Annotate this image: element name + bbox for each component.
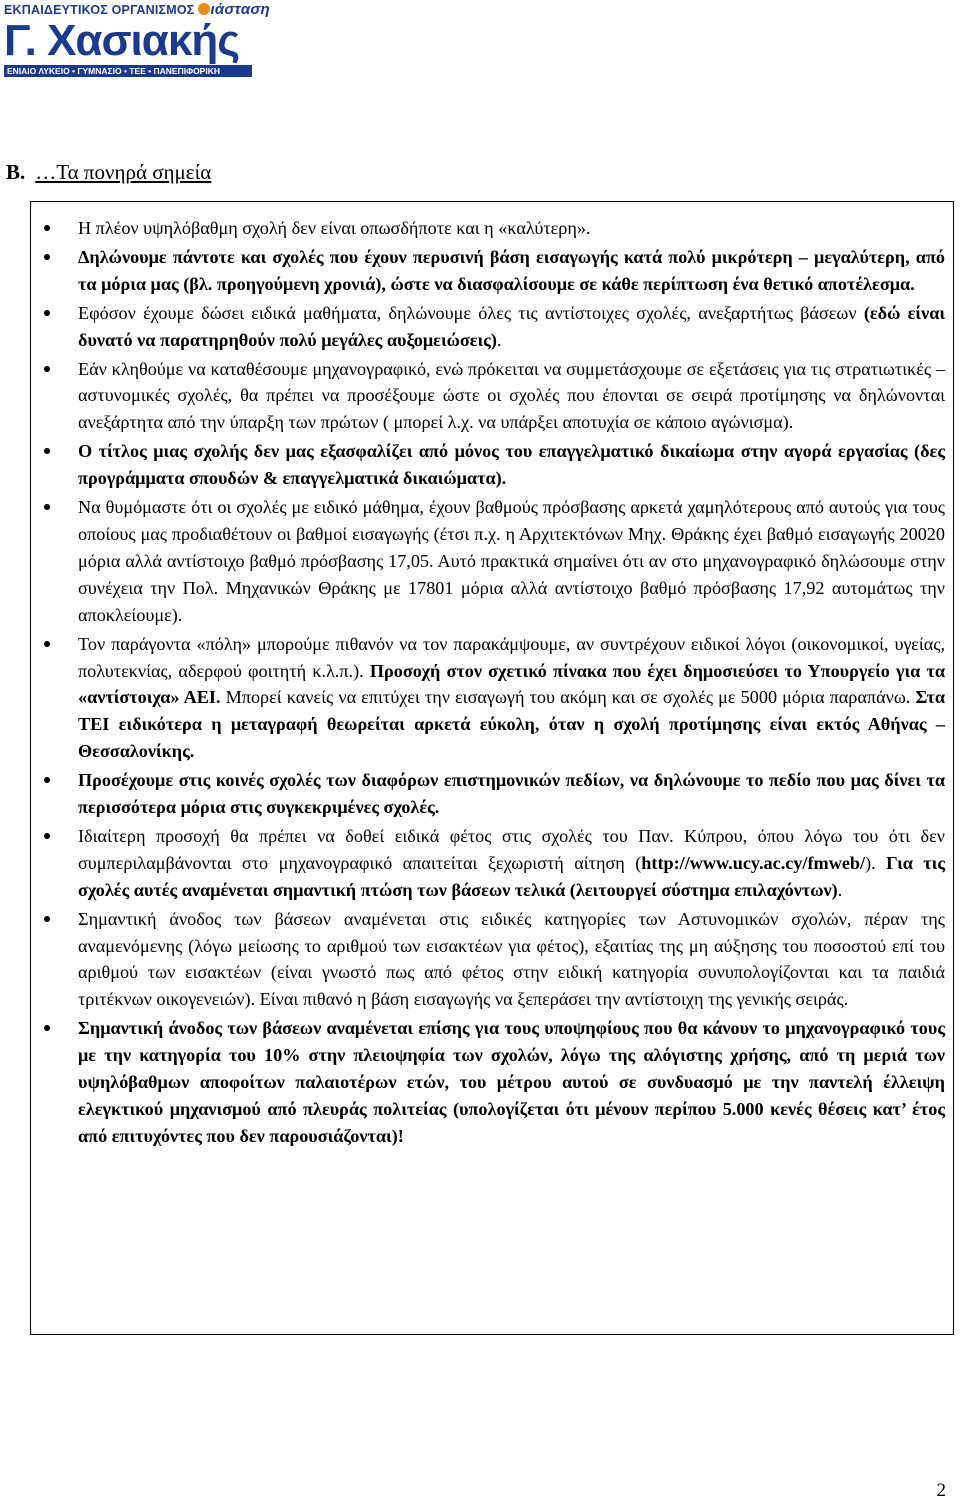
logo-subtitle: ΕΝΙΑΙΟ ΛΥΚΕΙΟ • ΓΥΜΝΑΣΙΟ • ΤΕΕ • ΠΑΝΕΠΙΦΟΡΙΚΗ	[4, 65, 252, 77]
tips-box	[30, 201, 954, 1335]
list-item-text: Σημαντική άνοδος των βάσεων αναμένεται στις ειδικές κατηγορίες των Αστυνομικών σχολών, πέραν της αναμενόμενης (λόγω μείωσης το αριθμού των εισακτέων για φέτος), εξαιτίας της μη αύξησης του ποσοστού επί του αριθμού των εισακτέων (είναι γνωστό πως από φέτος στην ειδική κατηγορία συνυπολογίζονται και τα παιδιά τριτέκνων οικογενειών). Είναι πιθανό η βάση εισαγωγής να ξεπεράσει την αντίστοιχη της γενικής σειράς.	[78, 908, 945, 1010]
bullet-icon	[44, 1025, 50, 1031]
bullet-icon	[44, 310, 50, 316]
list-item	[31, 1015, 945, 1150]
list-item-text: .	[837, 879, 843, 900]
list-item-text: Μπορεί κανείς να επιτύχει την εισαγωγή του ακόμη και σε σχολές με 5000 μόρια παραπάνω.	[220, 687, 916, 708]
bullet-icon	[44, 833, 50, 839]
list-item	[31, 356, 945, 437]
list-item-text: Προσέχουμε στις κοινές σχολές των διαφόρων επιστημονικών πεδίων, να δηλώνουμε το πεδίο που μας δίνει τα περισσότερα μόρια στις συγκεκριμένες σχολές.	[78, 770, 945, 818]
list-item-text: Δηλώνουμε πάντοτε και σχολές που έχουν περυσινή βάση εισαγωγής κατά πολύ μικρότερη – μεγαλύτερη, από τα μόρια μας (βλ. προηγούμενη χρονιά), ώστε να διασφαλίσουμε σε κάθε περίπτωση ένα θετικό αποτέλεσμα.	[78, 246, 945, 294]
section-letter: Β.	[6, 160, 26, 184]
bullet-icon	[44, 448, 50, 454]
logo-brand-text: ιάσταση	[210, 1, 270, 18]
section-heading	[6, 160, 211, 185]
list-item	[31, 906, 945, 1014]
list-item-text: Τον παράγοντα «πόλη» μπορούμε πιθανόν να τον παρακάμψουμε, αν συντρέχουν ειδικοί λόγοι (οικονομικοί, υγείας, πολυτεκνίας, αδερφού φοιτητή κ.λ.π.).	[78, 633, 945, 681]
list-item-text: (εδώ είναι δυνατό να παρατηρηθούν πολύ μεγάλες αυξομειώσεις)	[78, 302, 945, 350]
list-item-text: Για τις σχολές αυτές αναμένεται σημαντική πτώση των βάσεων τελικά (λειτουργεί σύστημα επιλαχόντων)	[78, 852, 945, 900]
logo-name: Γ. Χασιακής	[4, 16, 240, 65]
bullet-icon	[44, 777, 50, 783]
logo-brand-mark-icon	[198, 3, 210, 15]
logo-top-text: ΕΚΠΑΙΔΕΥΤΙΚΟΣ ΟΡΓΑΝΙΣΜΟΣ	[4, 3, 195, 17]
list-item	[31, 300, 945, 354]
list-item	[31, 244, 945, 298]
list-item-text: .	[496, 329, 502, 350]
list-item	[31, 215, 945, 242]
list-item-text: ).	[865, 852, 887, 873]
bullet-icon	[44, 504, 50, 510]
bullet-icon	[44, 916, 50, 922]
list-item-text: Ιδιαίτερη προσοχή θα πρέπει να δοθεί ειδικά φέτος στις σχολές του Παν. Κύπρου, όπου λόγω του ότι δεν συμπεριλαμβάνονται στο μηχανογραφικό απαιτείται ξεχωριστή αίτηση (	[78, 825, 945, 873]
list-item-text: http://www.ucy.ac.cy/fmweb/	[641, 852, 866, 873]
list-item-text: Να θυμόμαστε ότι οι σχολές με ειδικό μάθημα, έχουν βαθμούς πρόσβασης αρκετά χαμηλότερους από αυτούς για τους οποίους μας προδιαθέτουν οι βαθμοί εισαγωγής (έτσι π.χ. η Αρχιτεκτόνων Μηχ. Θράκης έχει βαθμό εισαγωγής 20020 μόρια αλλά αντίστοιχο βαθμό πρόσβασης 17,05. Αυτό πρακτικά σημαίνει ότι αν στο μηχανογραφικό δηλώσουμε στην συνέχεια την Πολ. Μηχανικών Θράκης με 17801 μόρια αλλά αντίστοιχο βαθμό πρόσβασης 17,92 αυτομάτως την αποκλείουμε).	[78, 497, 945, 625]
bullet-icon	[44, 641, 50, 647]
list-item-text: Εφόσον έχουμε δώσει ειδικά μαθήματα, δηλώνουμε όλες τις αντίστοιχες σχολές, ανεξαρτήτως βάσεων	[78, 302, 864, 323]
bullet-icon	[44, 225, 50, 231]
list-item	[31, 631, 945, 766]
list-item	[31, 767, 945, 821]
organization-logo	[4, 1, 270, 78]
tips-list	[31, 215, 945, 1150]
list-item-text: Σημαντική άνοδος των βάσεων αναμένεται επίσης για τους υποψηφίους που θα κάνουν το μηχανογραφικό τους με την κατηγορία του 10% στην πλειοψηφία των σχολών, λόγω της αλόγιστης χρήσης, από τη μεριά των υψηλόβαθμων αποφοίτων παλαιοτέρων ετών, του μέτρου αυτού σε συνδυασμό με την παντελή έλλειψη ελεγκτικού μηχανισμού από πλευράς πολιτείας (υπολογίζεται ότι μένουν περίπου 5.000 κενές θέσεις κατ’ έτος από επιτυχόντες που δεν παρουσιάζονται)!	[78, 1018, 945, 1146]
section-title: …Τα πονηρά σημεία	[35, 160, 212, 184]
bullet-icon	[44, 254, 50, 260]
list-item-text: Η πλέον υψηλόβαθμη σχολή δεν είναι οπωσδήποτε και η «καλύτερη».	[78, 218, 591, 238]
bullet-icon	[44, 366, 50, 372]
list-item-text: Ο τίτλος μιας σχολής δεν μας εξασφαλίζει από μόνος του επαγγελματικό δικαίωμα στην αγορά εργασίας (δες προγράμματα σπουδών & επαγγελματικά δικαιώματα).	[78, 441, 945, 489]
page-number: 2	[936, 1480, 946, 1501]
list-item	[31, 494, 945, 629]
list-item	[31, 823, 945, 904]
list-item	[31, 438, 945, 492]
list-item-text: Στα ΤΕΙ ειδικότερα η μεταγραφή θεωρείται αρκετά εύκολη, όταν η σχολή προτίμησης είναι εκτός Αθήνας – Θεσσαλονίκης.	[78, 687, 945, 762]
list-item-text: Προσοχή στον σχετικό πίνακα που έχει δημοσιεύσει το Υπουργείο για τα «αντίστοιχα» ΑΕΙ.	[78, 660, 945, 708]
list-item-text: Εάν κληθούμε να καταθέσουμε μηχανογραφικό, ενώ πρόκειται να συμμετάσχουμε σε εξετάσεις για τις στρατιωτικές – αστυνομικές σχολές, θα πρέπει να προσέξουμε ώστε οι σχολές που έπονται σε σειρά προτίμησης να δηλώνονται ανεξάρτητα από την ύπαρξη των πρώτων ( μπορεί λ.χ. να υπάρξει αποτυχία σε κάποιο αγώνισμα).	[78, 358, 945, 433]
